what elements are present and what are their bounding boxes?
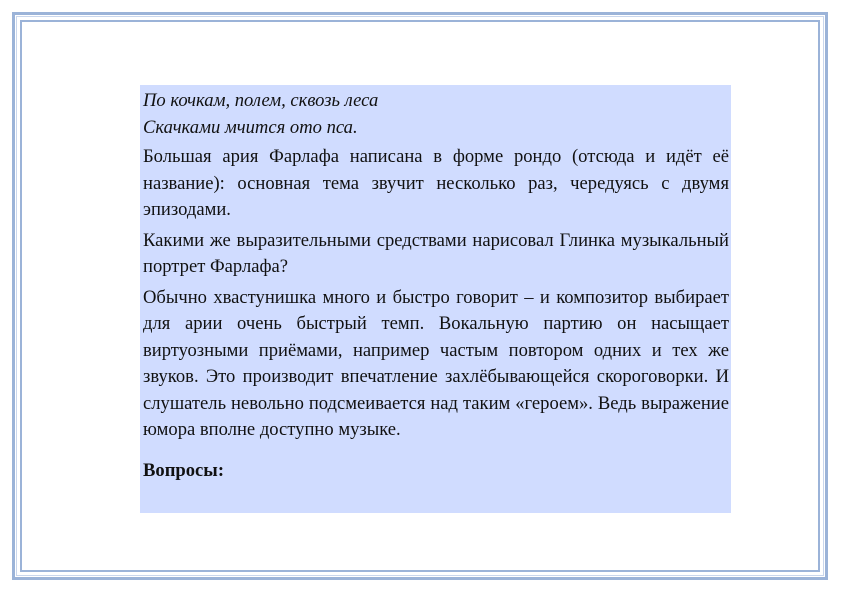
questions-heading: Вопросы: <box>143 459 225 481</box>
text-panel <box>140 85 731 513</box>
verse-line-1: По кочкам, полем, сквозь леса <box>143 90 379 111</box>
paragraph-description: Обычно хвастунишка много и быстро говорит – и композитор выбирает для арии очень быстрый темп. Вокальную партию он насыщает виртуозными приёмами, например частым повтором одних и тех же звуков. Это производит впечатление захлёбывающейся скороговорки. И слушатель невольно подсмеивается над таким «героем». Ведь выражение юмора вполне доступно музыке. <box>143 286 729 440</box>
verse-line-2: Скачками мчится ото пса. <box>143 116 358 138</box>
paragraph-question: Какими же выразительными средствами нарисовал Глинка музыкальный портрет Фарлафа? <box>143 229 729 277</box>
paragraph-rondo: Большая ария Фарлафа написана в форме рондо (отсюда и идёт её название): основная тема звучит несколько раз, чередуясь с двумя эпизодами. <box>143 146 729 220</box>
